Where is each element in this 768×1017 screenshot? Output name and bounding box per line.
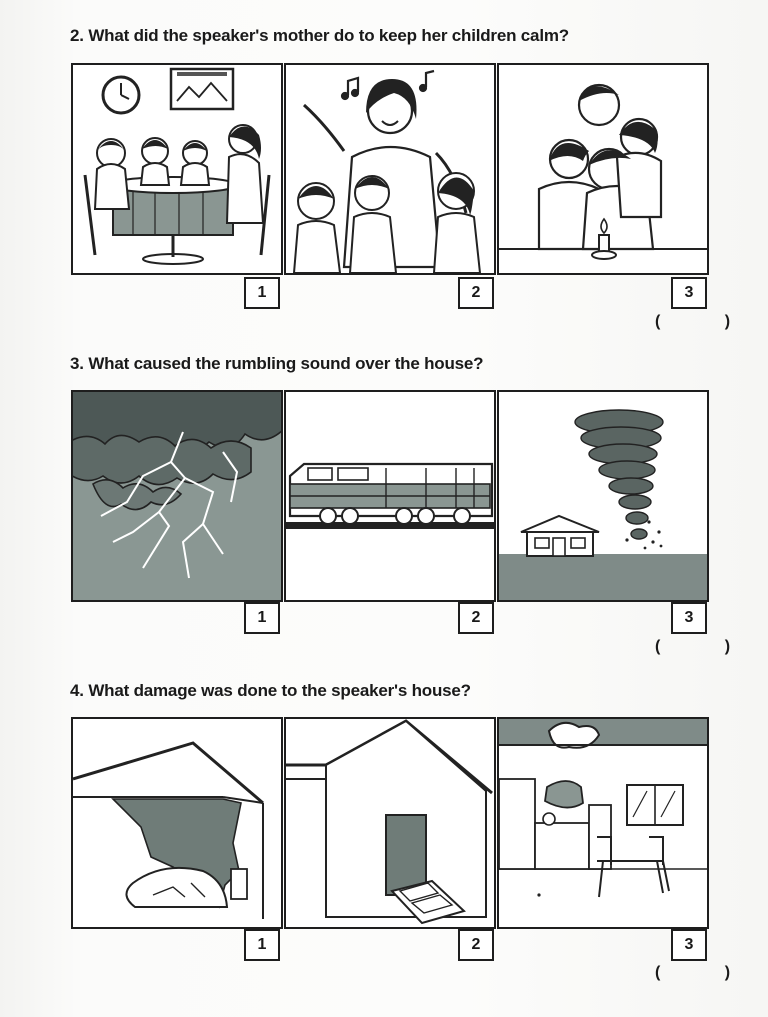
- q3-option-3-picture[interactable]: [497, 390, 709, 602]
- q3-option-2-label: 2: [458, 602, 494, 634]
- q4-option-1-label: 1: [244, 929, 280, 961]
- train-illustration: [286, 392, 494, 600]
- collapsed-wall-illustration: [73, 719, 281, 927]
- q4-option-2-picture[interactable]: [284, 717, 496, 929]
- question-text: What damage was done to the speaker's house?: [88, 681, 471, 700]
- question-text: What caused the rumbling sound over the house?: [88, 354, 484, 373]
- question-number: 3.: [70, 354, 84, 373]
- family-dinner-illustration: [73, 65, 281, 273]
- question-number: 2.: [70, 26, 84, 45]
- question-4: [70, 681, 471, 701]
- q4-option-3-picture[interactable]: [497, 717, 709, 929]
- q3-answer-bracket[interactable]: ( ): [655, 638, 761, 655]
- q2-answer-bracket[interactable]: ( ): [655, 313, 761, 330]
- q3-option-2-picture[interactable]: [284, 390, 496, 602]
- q4-answer-bracket[interactable]: ( ): [655, 964, 761, 981]
- q3-option-1-picture[interactable]: [71, 390, 283, 602]
- fallen-door-illustration: [286, 719, 494, 927]
- q4-option-1-picture[interactable]: [71, 717, 283, 929]
- q2-option-1-label: 1: [244, 277, 280, 309]
- q3-option-3-label: 3: [671, 602, 707, 634]
- family-hugging-illustration: [499, 65, 707, 273]
- q2-option-3-picture[interactable]: [497, 63, 709, 275]
- q2-option-3-label: 3: [671, 277, 707, 309]
- broken-ceiling-illustration: [499, 719, 707, 927]
- thunderstorm-illustration: [73, 392, 281, 600]
- mother-singing-illustration: [286, 65, 494, 273]
- question-text: What did the speaker's mother do to keep her children calm?: [88, 26, 569, 45]
- q3-option-1-label: 1: [244, 602, 280, 634]
- question-number: 4.: [70, 681, 84, 700]
- q2-option-2-label: 2: [458, 277, 494, 309]
- q2-option-2-picture[interactable]: [284, 63, 496, 275]
- question-3: [70, 354, 483, 374]
- q4-option-3-label: 3: [671, 929, 707, 961]
- q2-option-1-picture[interactable]: [71, 63, 283, 275]
- tornado-illustration: [499, 392, 707, 600]
- question-2: [70, 26, 569, 46]
- q4-option-2-label: 2: [458, 929, 494, 961]
